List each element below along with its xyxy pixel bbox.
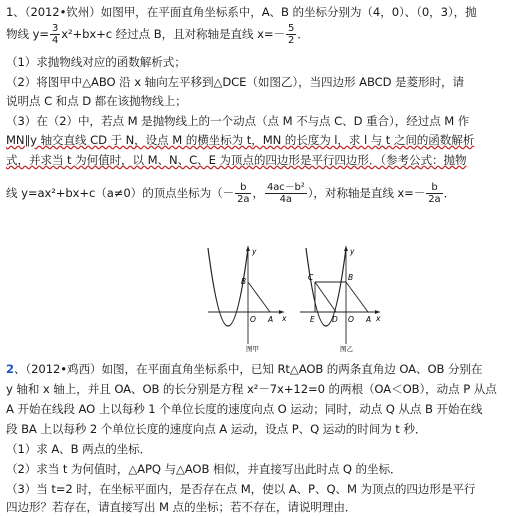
p1-line2-text: 经过点 B，且对称轴是直线 x=－ <box>115 27 285 41</box>
frac-3-4-num: 3 <box>51 23 59 34</box>
p2-line4: 段 BA 上以每秒 2 个单位长度的速度向点 A 运动，设点 P、Q 运动的时间为 t 秒． <box>6 422 427 436</box>
jia-segment-ab <box>248 282 270 312</box>
yi-label-e: E <box>310 315 315 324</box>
yi-segment-cd <box>315 282 336 312</box>
frac-3-4 <box>50 23 60 46</box>
jia-label-y: y <box>252 247 257 256</box>
p1-formula-end: ． <box>443 186 456 200</box>
p1-formula-prefix: 线 y=ax²+bx+c（a≠0） <box>6 186 143 200</box>
p1-q3-line3 <box>6 153 466 167</box>
frac-4ac-num: 4ac－b² <box>266 182 305 193</box>
jia-label-x: x <box>282 314 287 323</box>
frac-3-4-den: 4 <box>51 35 59 46</box>
p2-line3: A 开始在线段 AO 上以每秒 1 个单位长度的速度向点 O 运动；同时，动点 Q 从点 B 开始在线 <box>6 402 483 416</box>
frac-5-2 <box>286 23 296 46</box>
frac-b-2a-2-den: 2a <box>428 194 441 205</box>
p2-line1 <box>6 362 482 376</box>
p2-q3-line1: （3）当 t=2 时，在坐标平面内，是否存在点 M，使以 A、P、Q、M 为顶点的四边形是平行 <box>6 482 476 496</box>
p1-line2-prefix: 物线 y= <box>6 27 49 41</box>
yi-segment-ba <box>346 282 368 312</box>
p1-line1: 1、（2012•钦州）如图甲，在平面直角坐标系中，A、B 的坐标分别为（4，0）、（0，3），抛 <box>6 5 477 19</box>
p1-line2 <box>6 23 309 46</box>
p2-q3-line2: 四边形？若存在，请直接写出 M 点的坐标；若不存在，请说明理由． <box>6 500 357 514</box>
frac-b-2a-2-num: b <box>426 182 442 194</box>
frac-4ac-den: 4a <box>279 194 292 205</box>
p1-formula-axis-text: ），对称轴是直线 x=－ <box>307 186 426 200</box>
p2-line2: y 轴和 x 轴上，并且 OA、OB 的长分别是方程 x²－7x+12=0 的两根（OA＜OB），动点 P 从点 <box>6 382 497 396</box>
p1-q3-line2-text: MN∥y 轴交直线 CD 于 N，设点 M 的横坐标为 t，MN 的长度为 l，求 l 与 t 之间的函数解析 <box>6 133 475 147</box>
p1-q1: （1）求抛物线对应的函数解析式； <box>6 55 186 69</box>
jia-label-b: B <box>241 277 247 286</box>
yi-label-y: y <box>350 247 355 256</box>
figure-jia <box>208 246 287 352</box>
frac-5-2-den: 2 <box>287 35 295 46</box>
p2-q2: （2）求当 t 为何值时，△APQ 与△AOB 相似，并直接写出此时点 Q 的坐标． <box>6 462 402 476</box>
yi-caption: 图乙 <box>340 345 353 352</box>
p1-q2-line2: 说明点 C 和点 D 都在该抛物线上； <box>6 94 187 108</box>
jia-label-o: O <box>250 315 256 324</box>
figures <box>186 234 382 352</box>
yi-label-a: A <box>366 315 372 324</box>
figure-yi <box>300 246 381 352</box>
p1-q3-line3-text: 式，并求当 t 为何值时，以 M、N、C、E 为顶点的四边形是平行四边形．（参考公式：抛物 <box>6 153 467 167</box>
frac-5-2-num: 5 <box>287 23 295 34</box>
yi-label-c: C <box>308 273 314 282</box>
yi-label-o: O <box>348 315 354 324</box>
jia-label-a: A <box>268 315 274 324</box>
p2-line1-text: 、（2012•鸡西）如图，在平面直角坐标系中，已知 Rt△AOB 的两条直角边 OA、OB 分别在 <box>13 362 483 376</box>
p1-eq-tail: x²+bx+c <box>61 27 113 41</box>
jia-caption: 图甲 <box>246 345 259 352</box>
p1-formula-vertex-text: 的顶点坐标为（－ <box>142 186 235 200</box>
frac-b-2a-1-den: 2a <box>237 194 250 205</box>
p1-line2-end: ． <box>297 27 309 41</box>
frac-b-2a-1-num: b <box>235 182 251 194</box>
yi-label-b: B <box>348 273 354 282</box>
p1-q3-line2 <box>6 133 474 147</box>
p2-q1: （1）求 A、B 两点的坐标． <box>6 442 152 456</box>
frac-b-2a-2 <box>426 182 442 205</box>
p2-number: 2 <box>6 362 14 376</box>
frac-4ac <box>265 182 307 205</box>
p1-formula-comma: ， <box>252 186 264 200</box>
jia-parabola <box>208 248 248 326</box>
yi-label-x: x <box>376 314 381 323</box>
p1-q3-line1: （3）在（2）中，若点 M 是抛物线上的一个动点（点 M 不与点 C、D 重合），经过点 M 作 <box>6 114 470 128</box>
yi-label-d: D <box>332 315 338 324</box>
frac-b-2a-1 <box>235 182 251 205</box>
p1-formula-line <box>6 182 455 205</box>
p1-q2-line1: （2）将图甲中△ABO 沿 x 轴向左平移到△DCE（如图乙），当四边形 ABCD 是菱形时，请 <box>6 75 464 89</box>
